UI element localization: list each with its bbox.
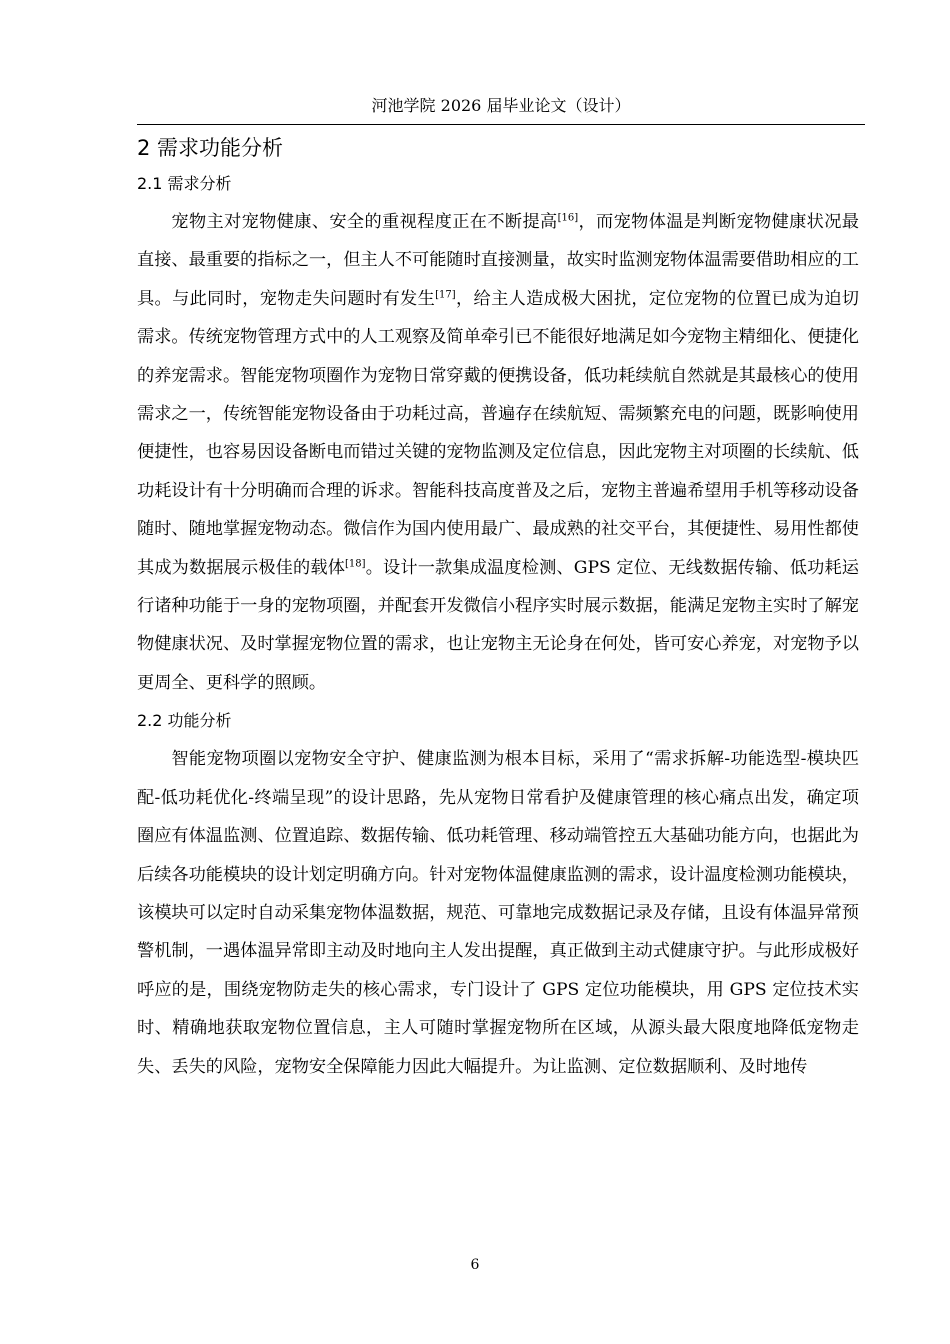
main-content — [137, 131, 859, 1086]
page-number: 6 — [470, 1257, 480, 1273]
text-run: 宠物主对宠物健康、安全的重视程度正在不断提高 — [171, 212, 558, 232]
subsection-heading-2-1: 2.1 需求分析 — [137, 174, 232, 193]
citation-17: [17] — [435, 289, 456, 301]
header-rule — [137, 124, 865, 125]
section-heading: 2 需求功能分析 — [137, 136, 284, 160]
running-header: 河池学院 2026 届毕业论文（设计） — [371, 96, 631, 115]
text-run: 。设计一款集成温度检测、GPS 定位、无线数据传输、低功耗运行诸种功能于一身的宠物项圈，并配套开发微信小程序实时展示数据，能满足宠物主实时了解宠物健康状况、及时掌握宠物位置的需求，也让宠物主无论身在何处，皆可安心养宠，对宠物予以更周全、更科学的照顾。 — [137, 557, 859, 693]
citation-18: [18] — [345, 557, 366, 569]
paragraph-requirements — [137, 203, 859, 702]
text-run: ，给主人造成极大困扰，定位宠物的位置已成为迫切需求。传统宠物管理方式中的人工观察及简单牵引已不能很好地满足如今宠物主精细化、便捷化的养宠需求。智能宠物项圈作为宠物日常穿戴的便携设备，低功耗续航自然就是其最核心的使用需求之一，传统智能宠物设备由于功耗过高，普遍存在续航短、需频繁充电的问题，既影响使用便捷性，也容易因设备断电而错过关键的宠物监测及定位信息，因此宠物主对项圈的长续航、低功耗设计有十分明确而合理的诉求。智能科技高度普及之后，宠物主普遍希望用手机等移动设备随时、随地掌握宠物动态。微信作为国内使用最广、最成熟的社交平台，其便捷性、易用性都使其成为数据展示极佳的载体 — [137, 288, 859, 578]
citation-16: [16] — [557, 212, 579, 224]
subsection-heading-2-2: 2.2 功能分析 — [137, 711, 232, 731]
text-run: ，而宠物体温是判断宠物健康状况最直接、最重要的指标之一，但主人不可能随时直接测量，故实时监测宠物体温需要借助相应的工具。与此同时，宠物走失问题时有发生 — [137, 212, 859, 309]
paragraph-functions: 智能宠物项圈以宠物安全守护、健康监测为根本目标，采用了“需求拆解-功能选型-模块匹配-低功耗优化-终端呈现”的设计思路，先从宠物日常看护及健康管理的核心痛点出发，确定项圈应有体温监测、位置追踪、数据传输、低功耗管理、移动端管控五大基础功能方向，也据此为后续各功能模块的设计划定明确方向。针对宠物体温健康监测的需求，设计温度检测功能模块，该模块可以定时自动采集宠物体温数据，规范、可靠地完成数据记录及存储，且设有体温异常预警机制，一遇体温异常即主动及时地向主人发出提醒，真正做到主动式健康守护。与此形成极好呼应的是，围绕宠物防走失的核心需求，专门设计了 GPS 定位功能模块，用 GPS 定位技术实时、精确地获取宠物位置信息，主人可随时掌握宠物所在区域，从源头最大限度地降低宠物走失、丢失的风险，宠物安全保障能力因此大幅提升。为让监测、定位数据顺利、及时地传 — [137, 749, 859, 1077]
